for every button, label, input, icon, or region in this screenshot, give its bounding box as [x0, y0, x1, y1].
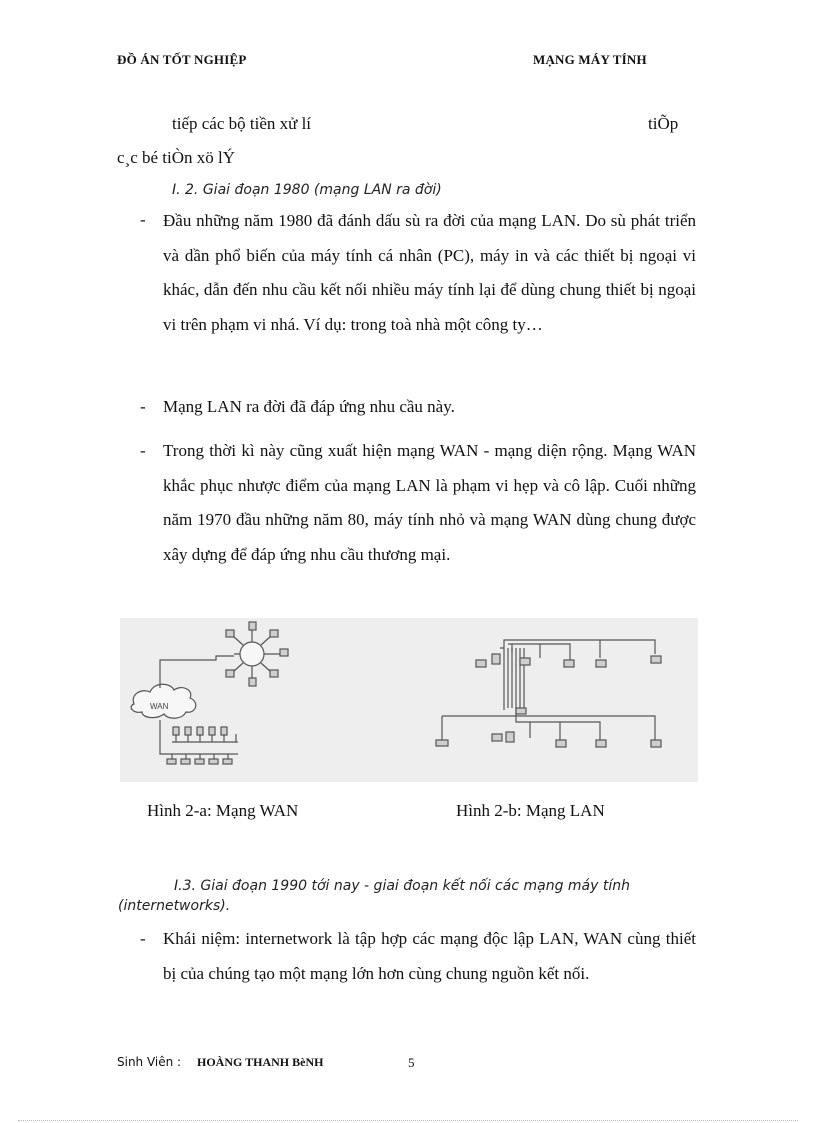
server-icon — [197, 727, 203, 735]
bullet-marker: - — [140, 210, 146, 229]
server-icon — [249, 678, 256, 686]
pc-icon — [223, 759, 232, 764]
server-icon — [506, 732, 514, 742]
pc-icon — [280, 649, 288, 656]
pc-icon — [270, 630, 278, 637]
pc-icon — [556, 740, 566, 747]
pc-icon — [226, 670, 234, 677]
lan-diagram — [436, 640, 661, 747]
server-icon — [492, 654, 500, 664]
pc-icon — [270, 670, 278, 677]
server-icon — [209, 727, 215, 735]
wan-diagram — [131, 622, 288, 764]
server-icon — [221, 727, 227, 735]
section-heading-1980: I. 2. Giai đoạn 1980 (mạng LAN ra đời) — [172, 182, 442, 198]
paragraph-internetwork-definition: Khái niệm: internetwork là tập hợp các mạng độc lập LAN, WAN cùng thiết bị của chúng tạo một mạng lớn hơn cùng chung nguồn kết nối. — [163, 929, 696, 983]
pc-icon — [195, 759, 204, 764]
printer-icon — [436, 740, 448, 746]
bullet-marker: - — [140, 929, 146, 948]
pc-icon — [651, 740, 661, 747]
pc-icon — [596, 660, 606, 667]
network-diagram — [120, 618, 698, 782]
footer-student-label: Sinh Viên : — [117, 1055, 182, 1069]
pc-icon — [167, 759, 176, 764]
bullet-marker: - — [140, 441, 146, 460]
server-icon — [185, 727, 191, 735]
paragraph-lan-meets-need: Mạng LAN ra đời đã đáp ứng nhu cầu này. — [163, 397, 455, 416]
network-figure — [120, 618, 698, 782]
ring-hub-icon — [240, 642, 264, 666]
pc-icon — [492, 734, 502, 741]
server-icon — [173, 727, 179, 735]
server-icon — [249, 622, 256, 630]
pc-icon — [520, 658, 530, 665]
caption-wan: Hình 2-a: Mạng WAN — [147, 801, 299, 820]
pc-icon — [476, 660, 486, 667]
pc-icon — [226, 630, 234, 637]
page-number: 5 — [408, 1055, 415, 1070]
pc-icon — [181, 759, 190, 764]
pc-icon — [564, 660, 574, 667]
intro-line-1: tiếp các bộ tiền xử lí — [172, 114, 312, 133]
footer-student-name: HOÀNG THANH BèNH — [197, 1055, 324, 1069]
caption-lan: Hình 2-b: Mạng LAN — [456, 801, 605, 820]
intro-line-1-garbled: tiÕp — [648, 114, 679, 133]
intro-line-2-garbled: c¸c bé tiÒn xö lÝ — [117, 148, 236, 167]
page-bottom-divider — [18, 1120, 798, 1121]
hub-icon — [516, 708, 526, 714]
paragraph-wan-appears: Trong thời kì này cũng xuất hiện mạng WAN - mạng diện rộng. Mạng WAN khắc phục nhược điểm của mạng LAN là phạm vi hẹp và cô lập. Cuối những năm 1970 đầu những năm 80, máy tính nhỏ và mạng WAN dùng chung được xây dựng để đáp ứng nhu cầu thương mại. — [163, 441, 696, 564]
wan-label: WAN — [150, 702, 169, 711]
pc-icon — [596, 740, 606, 747]
header-right-title: MẠNG MÁY TÍNH — [533, 52, 647, 67]
header-left-title: ĐỒ ÁN TỐT NGHIỆP — [117, 52, 247, 67]
pc-icon — [209, 759, 218, 764]
paragraph-lan-origin: Đầu những năm 1980 đã đánh dấu sù ra đời của mạng LAN. Do sù phát triển và dần phổ biến của máy tính cá nhân (PC), máy in và các thiết bị ngoại vi khác, dẫn đến nhu cầu kết nối nhiều máy tính lại để dùng chung thiết bị ngoại vi trên phạm vi nhá. Ví dụ: trong toà nhà một công ty… — [163, 211, 696, 334]
section-heading-1990: I.3. Giai đoạn 1990 tới nay - giai đoạn kết nối các mạng máy tính (internetworks). — [118, 878, 630, 914]
pc-icon — [651, 656, 661, 663]
bullet-marker: - — [140, 397, 146, 416]
